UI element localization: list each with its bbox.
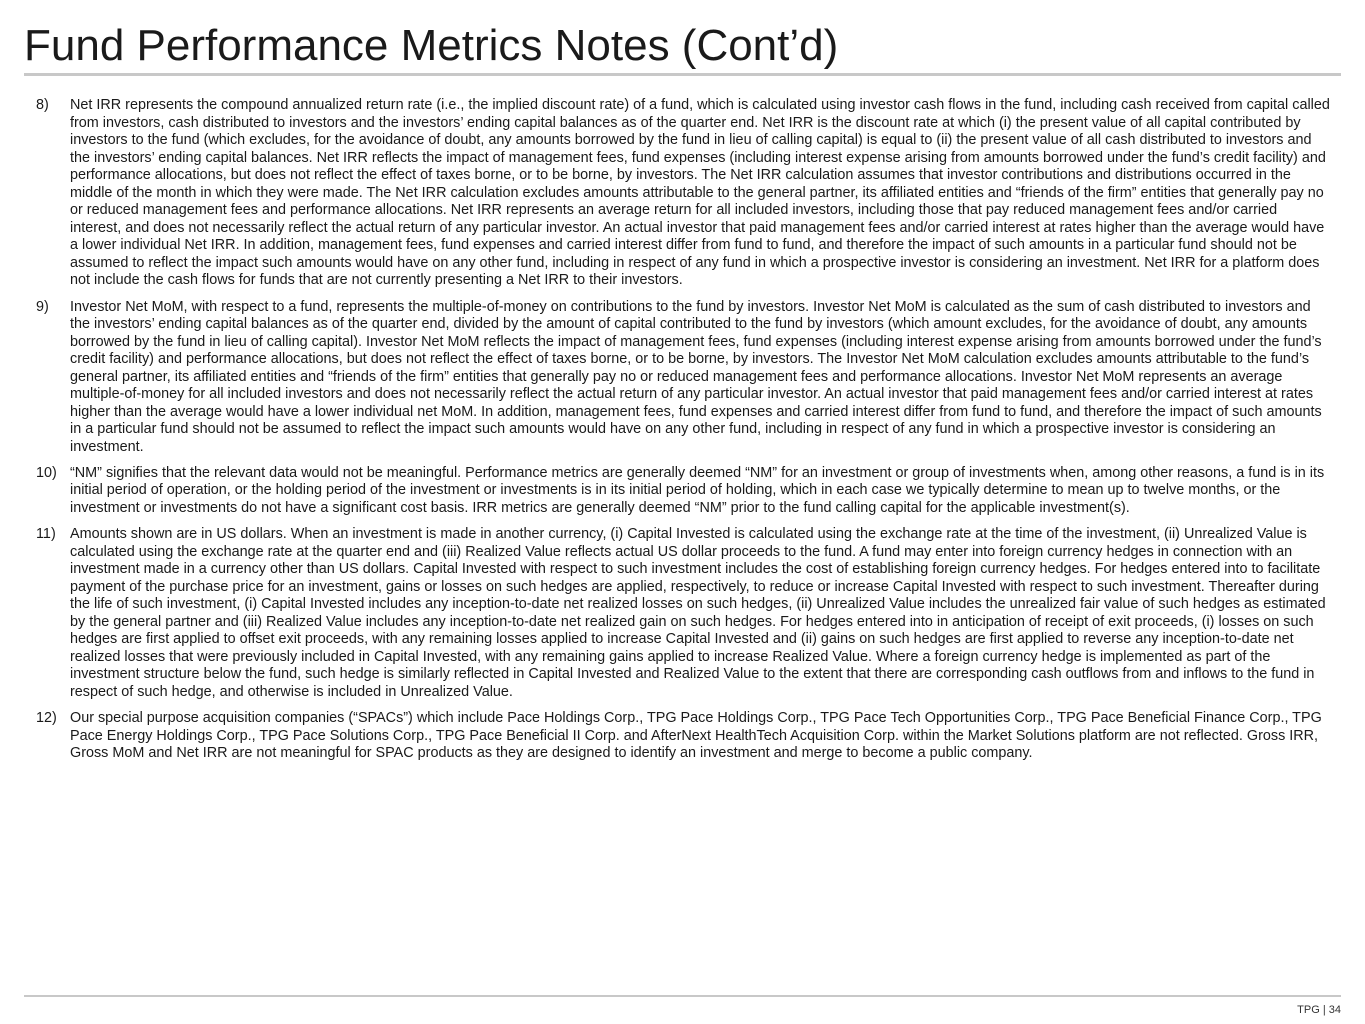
note-number: 10)	[36, 464, 57, 481]
note-item-11	[24, 526, 1332, 701]
page-footer: TPG | 34	[1297, 1004, 1341, 1016]
note-item-8	[24, 97, 1332, 290]
note-number: 12)	[36, 710, 57, 727]
note-item-12	[24, 710, 1332, 763]
note-text: Investor Net MoM, with respect to a fund, represents the multiple-of-money on contributions to the fund by investors. Investor Net MoM is calculated as the sum of cash distributed to investors and the investors’ ending capital balances as of the quarter end, divided by the amount of capital contributed to the fund by investors (which amount excludes, for the avoidance of doubt, any amounts borrowed by the fund in lieu of calling capital). Investor Net MoM reflects the impact of management fees, fund expenses (including interest expense arising from amounts borrowed under the fund’s credit facility) and performance allocations, but does not reflect the effect of taxes borne, or to be borne, by investors. The Investor Net MoM calculation excludes amounts attributable to the fund’s general partner, its affiliated entities and “friends of the firm” entities that generally pay no or reduced management fees and performance allocations. Investor Net MoM represents an average multiple-of-money for all included investors and does not necessarily reflect the actual return of any particular investor. An actual investor that paid management fees and/or carried interest at rates higher than the average would have a lower individual net MoM. In addition, management fees, fund expenses and carried interest differ from fund to fund, and therefore the impact of such amounts in a particular fund should not be assumed to reflect the impact such amounts would have on any other fund, including in respect of any fund in which a prospective investor is considering an investment.	[70, 298, 1322, 455]
note-number: 11)	[36, 526, 56, 543]
note-item-9	[24, 299, 1332, 457]
footer-divider	[24, 995, 1341, 997]
note-number: 8)	[36, 97, 49, 113]
note-text: Amounts shown are in US dollars. When an investment is made in another currency, (i) Capital Invested is calculated using the exchange rate at the time of the investment, (ii) Unrealized Value is calculated using the exchange rate at the quarter end and (iii) Realized Value reflects actual US dollar proceeds to the fund. A fund may enter into foreign currency hedges in connection with an investment made in a currency other than US dollars. Capital Invested with respect to such investment includes the cost of establishing foreign currency hedges. For hedges entered into to facilitate payment of the purchase price for an investment, gains or losses on such hedges are applied, respectively, to reduce or increase Capital Invested with respect to such investment. Thereafter during the life of such investment, (i) Capital Invested includes any inception-to-date net realized losses on such hedges, (ii) Unrealized Value includes the unrealized fair value of such hedges as estimated by the general partner and (iii) Realized Value includes any inception-to-date net realized gain on such hedges. For hedges entered into in anticipation of receipt of exit proceeds, (i) losses on such hedges are first applied to offset exit proceeds, with any remaining losses applied to increase Capital Invested and (ii) gains on such hedges are first applied to reverse any inception-to-date net realized losses that were previously included in Capital Invested, with any remaining gains applied to increase Realized Value. Where a foreign currency hedge is implemented as part of the investment structure below the fund, such hedge is similarly reflected in Capital Invested and Realized Value to the extent that there are corresponding cash outflows from and inflows to the fund in respect of such hedge, and otherwise is included in Unrealized Value.	[70, 526, 1326, 700]
note-item-10	[24, 465, 1332, 518]
note-text: “NM” signifies that the relevant data would not be meaningful. Performance metrics are generally deemed “NM” for an investment or group of investments when, among other reasons, a fund is in its initial period of operation, or the holding period of the investment or investments is in its initial period of holding, which in each case we typically determine to mean up to twelve months, or the investment or investments do not have a significant cost basis. IRR metrics are generally deemed “NM” prior to the fund calling capital for the applicable investment(s).	[70, 464, 1325, 517]
note-text: Our special purpose acquisition companies (“SPACs”) which include Pace Holdings Corp., TPG Pace Holdings Corp., TPG Pace Tech Opportunities Corp., TPG Pace Beneficial Finance Corp., TPG Pace Energy Holdings Corp., TPG Pace Solutions Corp., TPG Pace Beneficial II Corp. and AfterNext HealthTech Acquisition Corp. within the Market Solutions platform are not reflected. Gross IRR, Gross MoM and Net IRR are not meaningful for SPAC products as they are designed to identify an investment and merge to become a public company.	[70, 710, 1322, 762]
title-divider	[24, 73, 1341, 76]
page-title: Fund Performance Metrics Notes (Cont’d)	[24, 21, 839, 70]
note-number: 9)	[36, 298, 49, 315]
notes-list	[24, 97, 1332, 771]
note-text: Net IRR represents the compound annualized return rate (i.e., the implied discount rate) of a fund, which is calculated using investor cash flows in the fund, including cash received from capital called from investors, cash distributed to investors and the investors’ ending capital balances as of the quarter end. Net IRR is the discount rate at which (i) the present value of all capital contributed by investors to the fund (which excludes, for the avoidance of doubt, any amounts borrowed by the fund in lieu of calling capital) is equal to (ii) the present value of all cash distributed to investors and the investors’ ending capital balances. Net IRR reflects the impact of management fees, fund expenses (including interest expense arising from amounts borrowed under the fund’s credit facility) and performance allocations, but does not reflect the effect of taxes borne, or to be borne, by investors. The Net IRR calculation assumes that investor contributions and distributions occurred in the middle of the month in which they were made. The Net IRR calculation excludes amounts attributable to the general partner, its affiliated entities and “friends of the firm” entities that generally pay no or reduced management fees and performance allocations. Net IRR represents an average return for all included investors, including those that pay reduced management fees and/or carried interest, and does not necessarily reflect the actual return of any particular investor. An actual investor that paid management fees and/or carried interest at rates higher than the average would have a lower individual Net IRR. In addition, management fees, fund expenses and carried interest differ from fund to fund, and therefore the impact of such amounts in a particular fund should not be assumed to reflect the impact such amounts would have on any other fund, including in respect of any fund in which a prospective investor is considering an investment. Net IRR for a platform does not include the cash flows for funds that are not currently presenting a Net IRR to their investors.	[70, 97, 1330, 289]
